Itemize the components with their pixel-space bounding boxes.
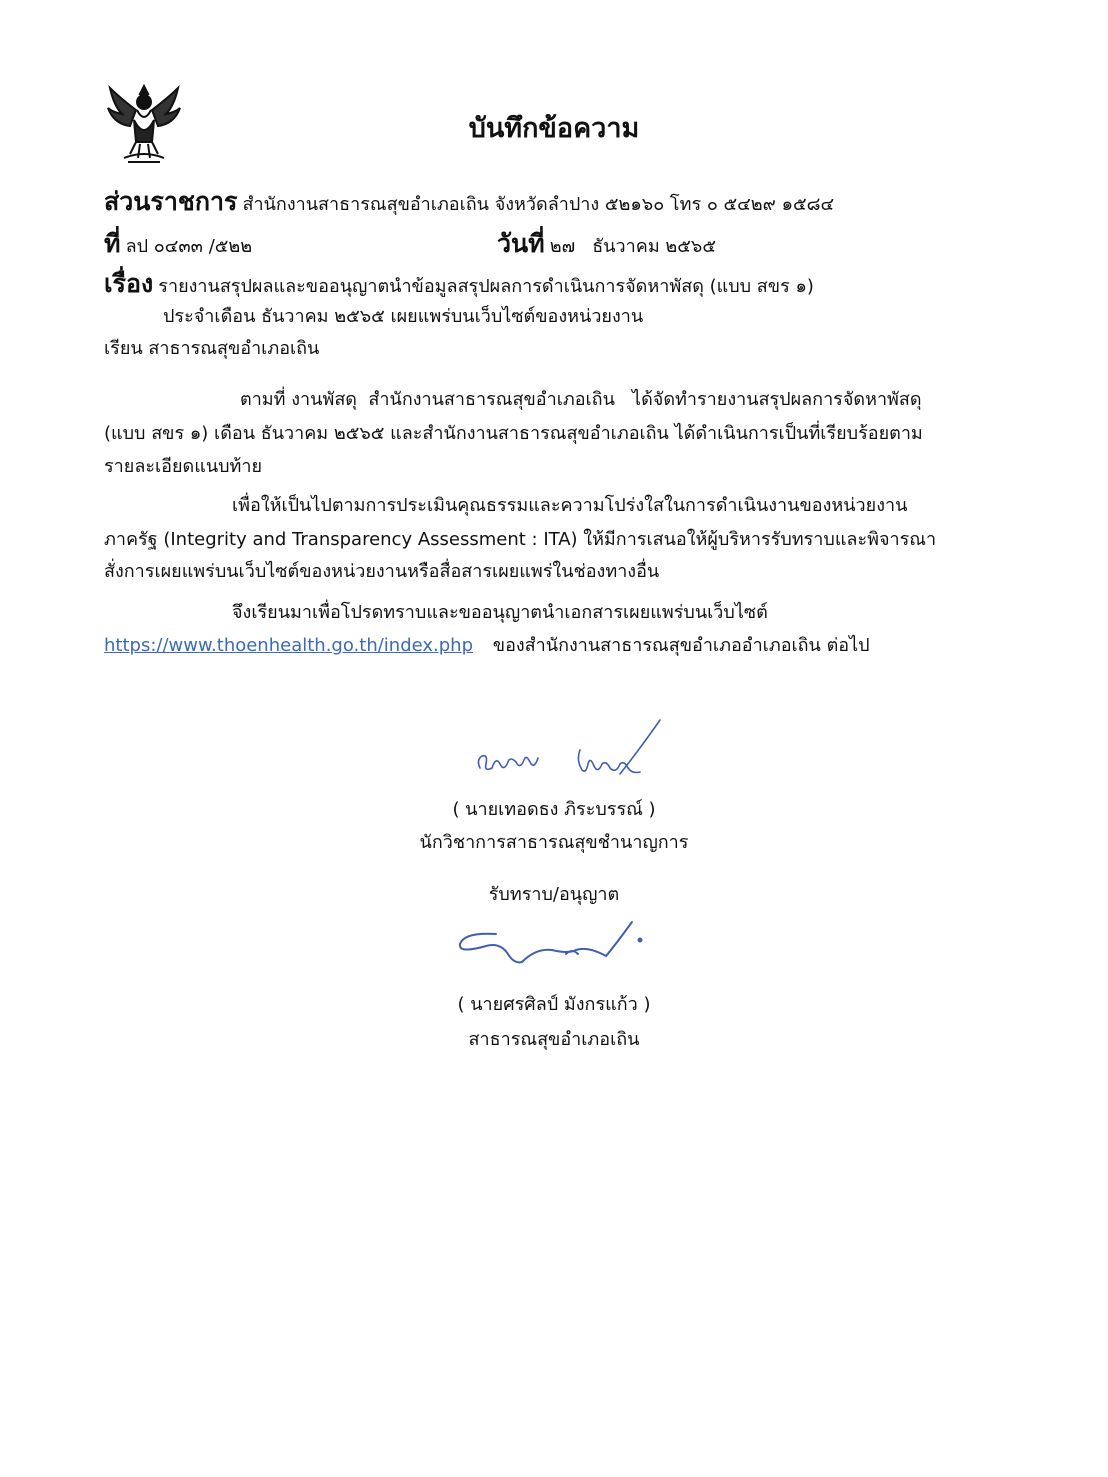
ref-row	[104, 224, 252, 264]
to-value: สาธารณสุขอำเภอเถิน	[148, 338, 320, 359]
date-value: ๒๗ ธันวาคม ๒๕๖๕	[549, 236, 716, 257]
website-link[interactable]: https://www.thoenhealth.go.th/index.php	[104, 635, 474, 656]
para1-line2: (แบบ สขร ๑) เดือน ธันวาคม ๒๕๖๕ และสำนักงานสาธารณสุขอำเภอเถิน ได้ดำเนินการเป็นที่เรียบร้อยตาม	[104, 423, 923, 444]
subject-label: เรื่อง	[104, 269, 154, 298]
page-title: บันทึกข้อความ	[468, 113, 640, 144]
ref-value: ลป ๐๔๓๓ /๕๒๒	[125, 236, 253, 257]
para1-line1: ตามที่ งานพัสดุ สำนักงานสาธารณสุขอำเภอเถิน ได้จัดทำรายงานสรุปผลการจัดหาพัสดุ	[240, 389, 922, 410]
para3-line2	[104, 630, 870, 659]
ref-label: ที่	[104, 229, 121, 258]
agency-row	[104, 182, 834, 222]
para1-line3: รายละเอียดแนบท้าย	[104, 456, 263, 477]
para2-line3: สั่งการเผยแพร่บนเว็บไซต์ของหน่วยงานหรือสื่อสารเผยแพร่ในช่องทางอื่น	[104, 561, 660, 582]
approval-text: รับทราบ/อนุญาต	[488, 884, 620, 905]
para3-line2-rest: ของสำนักงานสาธารณสุขอำเภออำเภอเถิน ต่อไป	[492, 635, 870, 656]
date-row	[497, 224, 716, 264]
signature-2-image	[456, 914, 646, 974]
to-label: เรียน	[104, 338, 143, 359]
para3-line1: จึงเรียนมาเพื่อโปรดทราบและขออนุญาตนำเอกสารเผยแพร่บนเว็บไซต์	[232, 602, 768, 623]
agency-label: ส่วนราชการ	[104, 187, 238, 216]
para2-line2: ภาครัฐ (Integrity and Transparency Assessment : ITA) ให้มีการเสนอให้ผู้บริหารรับทราบและพิจารณา	[104, 529, 937, 550]
subject-row	[104, 264, 814, 304]
signer-1-position: นักวิชาการสาธารณสุขชำนาญการ	[419, 832, 689, 853]
signer-2-name: ( นายศรศิลป์ มังกรแก้ว )	[457, 994, 651, 1015]
agency-value: สำนักงานสาธารณสุขอำเภอเถิน จังหวัดลำปาง ๕๒๑๖๐ โทร ๐ ๕๔๒๙ ๑๕๘๔	[242, 194, 835, 215]
subject-line-1: รายงานสรุปผลและขออนุญาตนำข้อมูลสรุปผลการดำเนินการจัดหาพัสดุ (แบบ สขร ๑)	[158, 276, 814, 297]
subject-line-2: ประจำเดือน ธันวาคม ๒๕๖๕ เผยแพร่บนเว็บไซต์ของหน่วยงาน	[163, 306, 644, 327]
to-row	[104, 333, 319, 362]
signer-2-position: สาธารณสุขอำเภอเถิน	[468, 1029, 640, 1050]
signature-1-image	[470, 716, 670, 782]
signer-1-name: ( นายเทอดธง ภิระบรรณ์ )	[452, 799, 656, 820]
date-label: วันที่	[497, 229, 545, 258]
para2-line1: เพื่อให้เป็นไปตามการประเมินคุณธรรมและความโปร่งใสในการดำเนินงานของหน่วยงาน	[232, 495, 908, 516]
